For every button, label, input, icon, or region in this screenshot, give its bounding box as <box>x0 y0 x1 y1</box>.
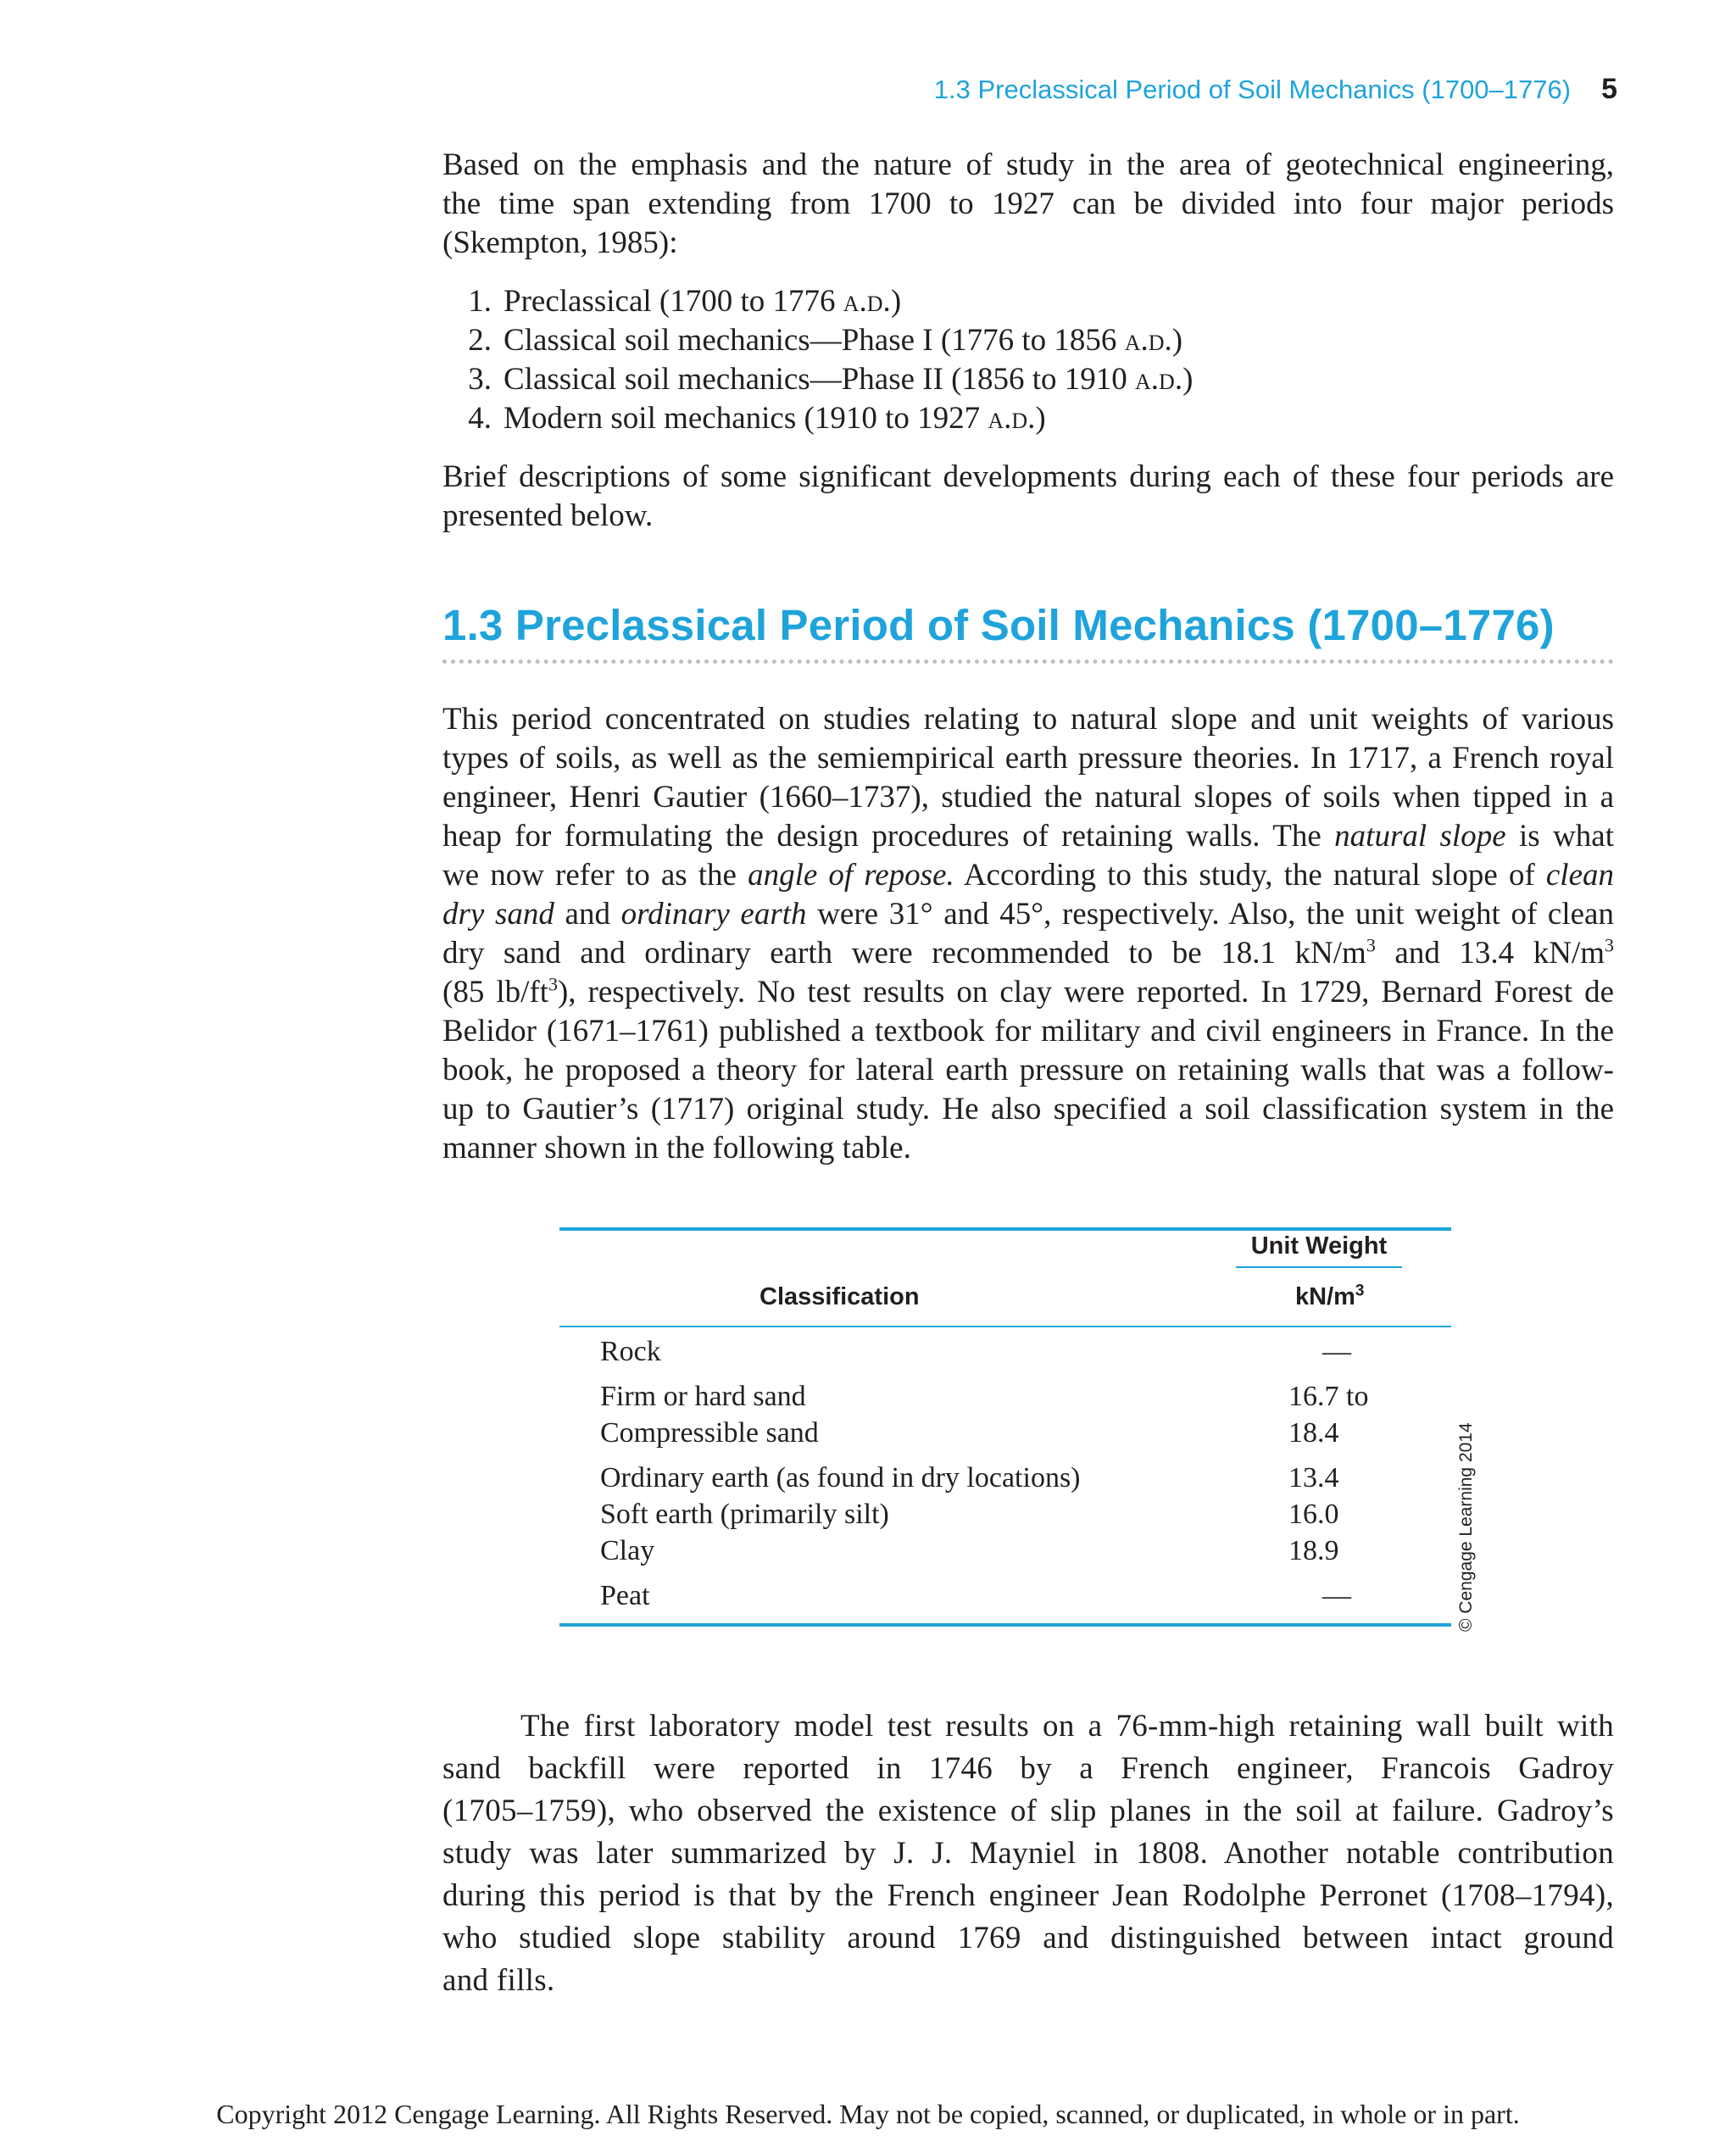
table-cell-classification: Soft earth (primarily silt) <box>600 1499 889 1530</box>
list-item: 4. Modern soil mechanics (1910 to 1927 a.d.) <box>468 401 1046 436</box>
brief-line: Brief descriptions of some significant developments during each of these four periods are <box>442 459 1614 494</box>
page-number: 5 <box>1601 73 1617 105</box>
table-bottom-rule <box>559 1623 1451 1627</box>
header-classification: Classification <box>760 1283 920 1310</box>
list-item: 1. Preclassical (1700 to 1776 a.d.) <box>468 284 902 319</box>
table-cell-classification: Firm or hard sand <box>600 1381 806 1412</box>
term-natural-slope: natural slope <box>1334 819 1506 854</box>
table-cell-unit-weight: — <box>1322 1580 1351 1611</box>
term-angle-of-repose: angle of repose. <box>748 858 954 893</box>
section-heading: 1.3 Preclassical Period of Soil Mechanics (1700–1776) <box>442 601 1555 649</box>
table-cell-classification: Peat <box>600 1580 650 1611</box>
running-header <box>934 73 1617 110</box>
copyright-notice: Copyright 2012 Cengage Learning. All Rights Reserved. May not be copied, scanned, or duplicated, in whole or in part. <box>216 2099 1520 2129</box>
header-unit: $kN/m^3$ <box>1295 1282 1365 1310</box>
table-cell-unit-weight: 16.7 to <box>1288 1381 1369 1412</box>
intro-paragraph <box>442 146 1614 263</box>
intro-line: (Skempton, 1985): <box>442 225 678 260</box>
running-title: 1.3 Preclassical Period of Soil Mechanics (1700–1776) <box>933 75 1572 104</box>
table-cell-classification: Clay <box>600 1535 655 1566</box>
header-unit-weight: Unit Weight <box>1250 1232 1388 1260</box>
intro-line: Based on the emphasis and the nature of study in the area of geotechnical engineering, <box>442 147 1614 182</box>
table-cell-classification: Rock <box>600 1336 661 1367</box>
list-item: 3. Classical soil mechanics—Phase II (1856 to 1910 a.d.) <box>468 362 1194 397</box>
table-cell-classification: Ordinary earth (as found in dry locations) <box>600 1462 1081 1493</box>
intro-line: the time span extending from 1700 to 1927 can be divided into four major periods <box>442 186 1614 221</box>
image-credit: © Cengage Learning 2014 <box>1456 1422 1476 1632</box>
table-cell-classification: Compressible sand <box>600 1417 819 1449</box>
periods-list <box>442 282 1614 438</box>
table-header-rule <box>559 1326 1451 1327</box>
table-cell-unit-weight: 13.4 <box>1288 1462 1339 1493</box>
table-cell-unit-weight: 18.4 <box>1288 1417 1339 1449</box>
brief-line: presented below. <box>442 498 654 533</box>
table-cell-unit-weight: 18.9 <box>1288 1535 1339 1566</box>
body-paragraph-1: This period concentrated on studies relating to natural slope and unit weights of various types of soils, as well as the semiempirical earth pressure theories. In 1717, a French royal engineer, Henri Gautier (1660–1737), studied the natural slopes of soils when tipped in a heap for formulating the design procedures of retaining walls. The natural slope is what we now refer to as the angle of repose. According to this study, the natural slope of clean dry sand and ordinary earth were 31° and 45°, respectively. Also, the unit weight of clean dry sand and ordinary earth were recommended to be 18.1 $kN/m^3$ and 13.4 $kN/m^3$ (85 $lb/ft^3$), respectively. No test results on clay were reported. In 1729, Bernard Forest de Belidor (1671–1761) published a textbook for military and civil engineers in France. In the book, he proposed a theory for lateral earth pressure on retaining walls that was a follow- up to Gautier’s (1717) original study. He also specified a soil classification system in the manner shown in the following table. <box>442 702 1615 1165</box>
list-item: 2. Classical soil mechanics—Phase I (1776 to 1856 a.d.) <box>468 323 1183 358</box>
brief-paragraph <box>442 458 1614 536</box>
table-cell-unit-weight: — <box>1322 1336 1351 1367</box>
header-group-rule <box>1236 1266 1402 1268</box>
table-top-rule <box>559 1227 1451 1231</box>
body-paragraph-2: The first laboratory model test results on a 76-mm-high retaining wall built with sand backfill were reported in 1746 by a French engineer, Francois Gadroy (1705–1759), who observed the existence of slip planes in the soil at failure. Gadroy’s study was later summarized by J. J. Mayniel in 1808. Another notable contribution during this period is that by the French engineer Jean Rodolphe Perronet (1708–1794), who studied slope stability around 1769 and distinguished between intact ground and fills. <box>442 1709 1614 1998</box>
table-cell-unit-weight: 16.0 <box>1288 1499 1339 1530</box>
section-divider <box>442 659 1614 664</box>
